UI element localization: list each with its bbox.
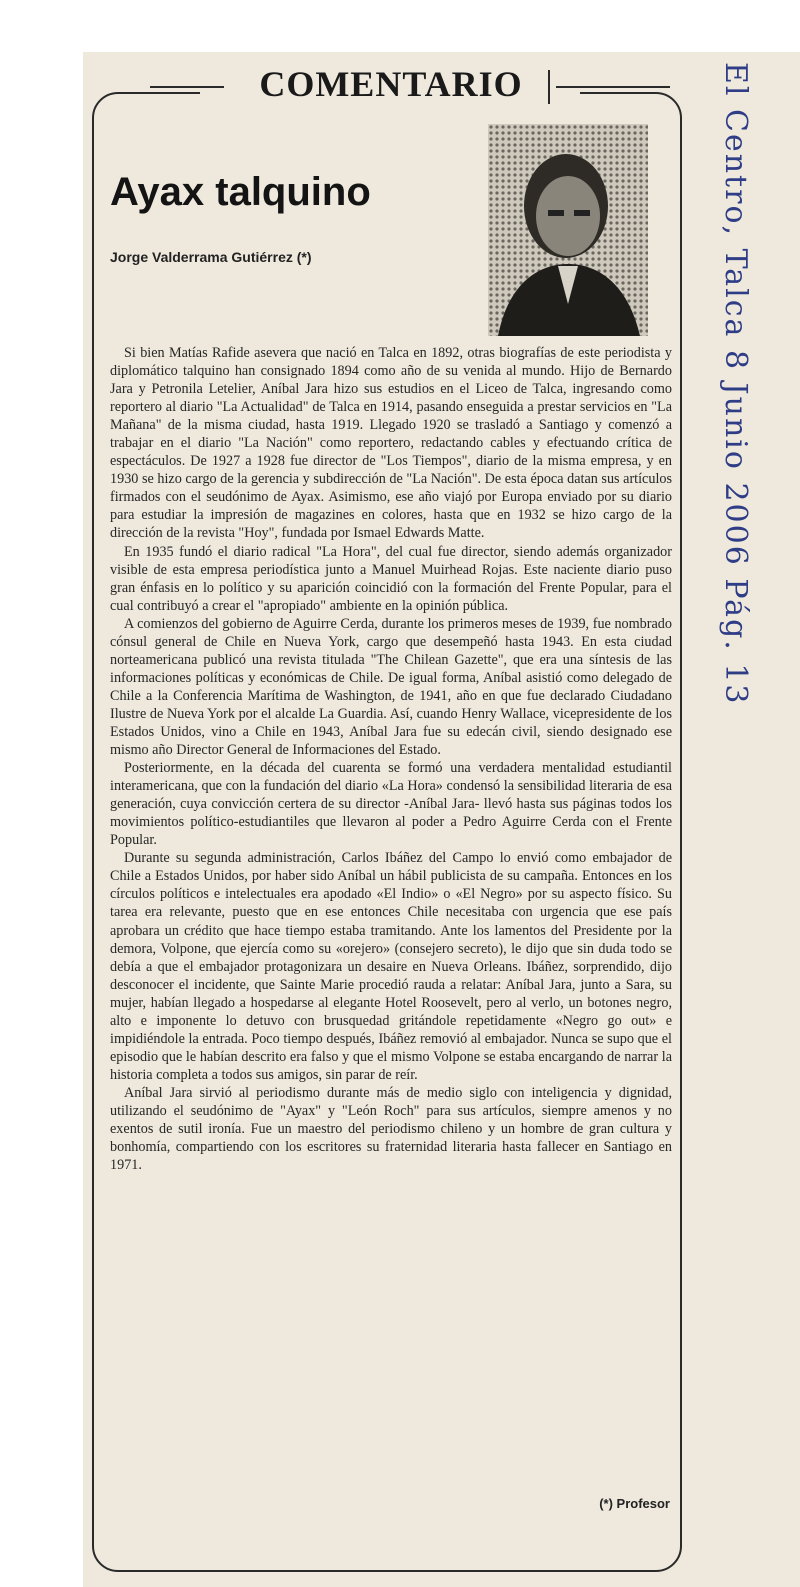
article-paragraph: A comienzos del gobierno de Aguirre Cerda, durante los primeros meses de 1939, fue nombrado cónsul general de Chile en Nueva York, cargo que desempeñó hasta 1943. En esta ciudad norteamericana publicó una revista titulada "The Chilean Gazette", que era una síntesis de las informaciones políticas y económicas de Chile. De igual forma, Aníbal asistió como delegado de Chile a la Conferencia Marítima de Washington, de 1941, año en que fue declarado Ciudadano Ilustre de Nueva York por el alcalde La Guardia. Así, cuando Henry Wallace, vicepresidente de los Estados Unidos, vino a Chile en 1943, Aníbal Jara fue su edecán civil, siendo designado ese mismo año Director General de Informaciones del Estado. [110,615,672,759]
article-body [110,344,672,1174]
article-title: Ayax talquino [110,170,371,214]
article-paragraph: Si bien Matías Rafide asevera que nació en Talca en 1892, otras biografías de este periodista y diplomático talquino han consignado 1894 como año de su venida al mundo. Hijo de Bernardo Jara y Petronila Letelier, Aníbal Jara hizo sus estudios en el Liceo de Talca, ingresando como reportero al diario "La Actualidad" de Talca en 1914, pasando enseguida a prestar servicios en "La Mañana" de la misma ciudad, hasta 1919. Llegado 1920 se trasladó a Santiago y comenzó a trabajar en el diario "La Nación" como reportero, redactando cables y efectuando crítica de espectáculos. De 1927 a 1928 fue director de "Los Tiempos", diario de la misma empresa, y en 1930 se hizo cargo de la gerencia y subdirección de "La Nación". De esta época datan sus artículos firmados con el seudónimo de Ayax. Asimismo, ese año viajó por Europa enviado por su diario para estudiar la impresión de magazines en colores, hasta que en 1932 se hizo cargo de la dirección de la revista "Hoy", fundada por Ismael Edwards Matte. [110,345,672,542]
header-rule-left-visible [150,86,224,88]
author-portrait-icon [488,124,648,336]
section-heading: COMENTARIO [259,64,523,104]
author-note: (*) Profesor [599,1496,670,1511]
author-photo [488,124,648,336]
handwritten-annotation [718,62,778,822]
header-rule-right-visible [556,86,668,88]
article-byline: Jorge Valderrama Gutiérrez (*) [110,249,312,265]
article-paragraph: Posteriormente, en la década del cuarenta se formó una verdadera mentalidad estudiantil interamericana, que con la fundación del diario «La Hora» condensó la sensibilidad literaria de esa generación, cuya convicción certera de su director -Aníbal Jara- llevó hasta sus páginas todos los movimientos político-estudiantiles que llevaron al poder a Pedro Aguirre Cerda con el Frente Popular. [110,760,672,849]
handwritten-source-note: El Centro, Talca 8 Junio 2006 Pág. 13 [718,62,753,706]
article-paragraph: Aníbal Jara sirvió al periodismo durante más de medio siglo con inteligencia y dignidad, utilizando el seudónimo de "Ayax" y "León Roch" para sus artículos, siempre amenos y no exentos de sutil ironía. Fue un maestro del periodismo chileno y un hombre de gran cultura y bonhomía, compartiendo con los escritores su fraternidad literaria hasta fallecer en Santiago en 1971. [110,1084,672,1174]
article-paragraph: En 1935 fundó el diario radical "La Hora", del cual fue director, siendo además organizador visible de esta empresa periodística junto a Manuel Muirhead Rojas. Este naciente diario puso gran énfasis en lo político y su aparición coincidió con la formación del Frente Popular, para el cual contribuyó a crear el "apropiado" ambiente en la opinión pública. [110,543,672,614]
article-paragraph: Durante su segunda administración, Carlos Ibáñez del Campo lo envió como embajador de Chile a Estados Unidos, por haber sido Aníbal un hábil publicista de su campaña. Entonces en los círculos políticos e intelectuales era apodado «El Indio» o «El Negro» por su aspecto físico. Su tarea era relevante, puesto que en ese entonces Chile necesitaba con urgencia que ese país aprobara un crédito que hace tiempo estaba tramitando. Ante los lamentos del Presidente por la demora, Volpone, que ejercía como su «orejero» (consejero secreto), le dijo que sin duda todo se debía a que el embajador protagonizara un desaire en Nueva Orleans. Ibáñez, sorprendido, dijo desconocer el incidente, que Sainte Marie procedió rauda a relatar: Aníbal Jara, junto a Sara, su mujer, habían llegado a hospedarse al elegante Hotel Roosevelt, pero al verlo, un botones negro, alto e imponente lo detuvo con brusquedad gritándole repetidamente «Negro go out» e impidiéndole la entrada. Poco tiempo después, Ibáñez removió al embajador. Nunca se supo que el episodio que le habían descrito era falso y que el mismo Volpone se estaba encargando de narrar la historia completa a todos sus amigos, sin parar de reír. [110,850,672,1083]
